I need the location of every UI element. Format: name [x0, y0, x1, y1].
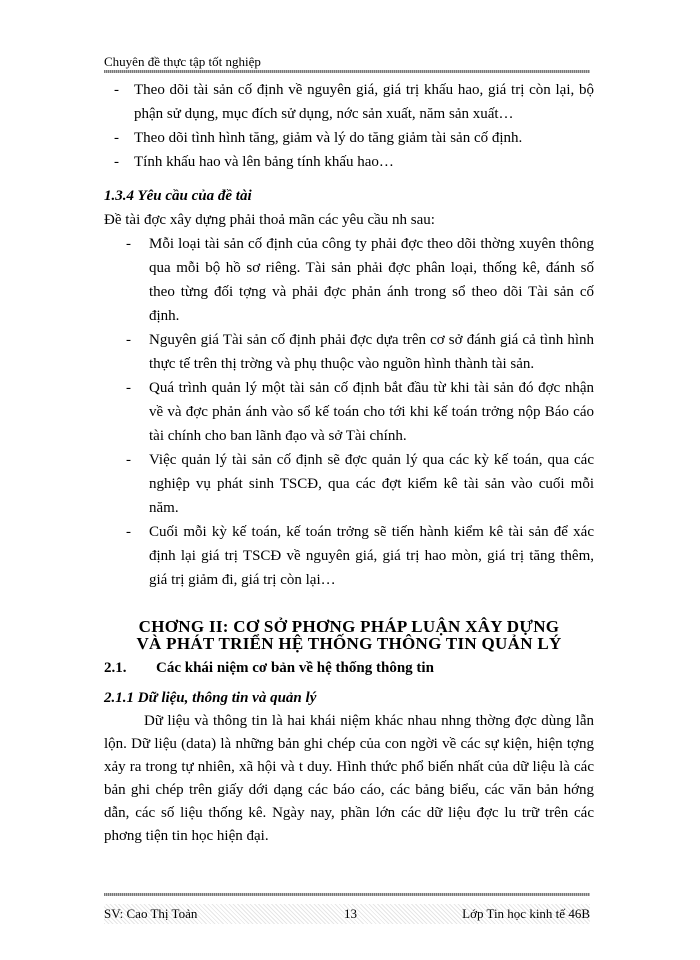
footer-class: Lớp Tin học kinh tế 46B: [462, 906, 590, 921]
subsection-title-1-3-4: 1.3.4 Yêu cầu của đề tài: [104, 188, 252, 204]
body-paragraph: Dữ liệu và thông tin là hai khái niệm khác nhau nhng thờng đợc dùng lẫn lộn. Dữ liệu (data) là những bản ghi chép của con ngời về các sự kiện, hiện tợng xảy ra trong tự nhiên, xã hội và t duy. Hình thức phổ biến nhất của dữ liệu là các bản ghi chép trên giấy dới dạng các báo cáo, các bảng biểu, các văn bản hớng dẫn, các số liệu thống kê. Ngày nay, phần lớn các dữ liệu đợc lu trữ trên các phơng tiện tin học hiện đại.: [104, 713, 594, 844]
footer-page-number: 13: [344, 906, 357, 921]
chapter-heading-line-2: VÀ PHÁT TRIỂN HỆ THỐNG THÔNG TIN QUẢN LÝ: [136, 634, 562, 653]
list-item: - Theo dõi tài sản cố định về nguyên giá, giá trị khấu hao, giá trị còn lại, bộ phận sử dụng, mục đích sử dụng, nớc sản xuất, năm sản xuất…: [104, 78, 594, 126]
requirements-list: [104, 232, 594, 592]
list-item: - Mỗi loại tài sản cố định của công ty phải đợc theo dõi thờng xuyên thông qua mỗi bộ hồ sơ riêng. Tài sản phải đợc phân loại, thống kê, đánh số theo từng đối tợng và phải đợc phản ánh trong sổ theo dõi Tài sản cố định.: [104, 232, 594, 328]
chapter-heading: [104, 618, 594, 652]
section-heading-2-1: [104, 656, 594, 680]
list-item: - Cuối mỗi kỳ kế toán, kế toán trởng sẽ tiến hành kiểm kê tài sản để xác định lại giá trị TSCĐ về nguyên giá, giá trị hao mòn, giá trị tăng thêm, giá trị giảm đi, giá trị còn lại…: [104, 520, 594, 592]
footer-divider: [104, 893, 590, 896]
header-divider: [104, 70, 590, 73]
list-item: - Theo dõi tình hình tăng, giảm và lý do tăng giảm tài sản cố định.: [104, 126, 594, 150]
section-number: 2.1.: [104, 660, 127, 676]
subsection-title-2-1-1: 2.1.1 Dữ liệu, thông tin và quản lý: [104, 690, 317, 706]
top-bullet-list: [104, 78, 594, 174]
section-title: Các khái niệm cơ bản về hệ thống thông tin: [156, 660, 434, 676]
subsection-intro: Đề tài đợc xây dựng phải thoả mãn các yêu cầu nh sau:: [104, 212, 435, 228]
list-item: - Nguyên giá Tài sản cố định phải đợc dựa trên cơ sở đánh giá cả tình hình thực tế trên thị trờng và phụ thuộc vào nguồn hình thành tài sản.: [104, 328, 594, 376]
page-content: [104, 78, 594, 848]
list-item: - Việc quản lý tài sản cố định sẽ đợc quản lý qua các kỳ kế toán, qua các nghiệp vụ phát sinh TSCĐ, qua các đợt kiểm kê tài sản vào cuối mỗi năm.: [104, 448, 594, 520]
list-item: - Tính khấu hao và lên bảng tính khấu hao…: [104, 150, 594, 174]
footer-student: SV: Cao Thị Toản: [104, 906, 198, 921]
list-item: - Quá trình quản lý một tài sản cố định bắt đầu từ khi tài sản đó đợc nhận về và đợc phản ánh vào sổ kế toán cho tới khi kế toán trởng nộp Báo cáo tài chính cho ban lãnh đạo và sở Tài chính.: [104, 376, 594, 448]
chapter-heading-line-1: CHƠNG II: CƠ SỞ PHƠNG PHÁP LUẬN XÂY DỰNG: [138, 617, 560, 636]
page-header: Chuyên đề thực tập tốt nghiệp: [104, 54, 261, 69]
